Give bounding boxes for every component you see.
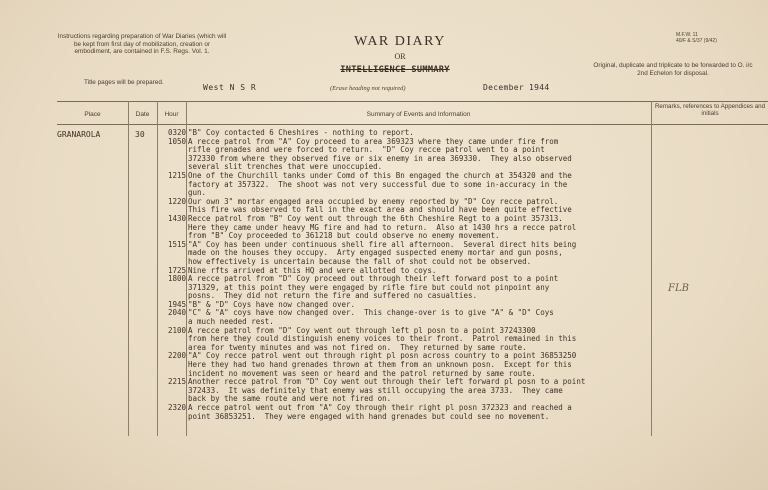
entry-time: 1725 [167,265,186,275]
entry-text: A recce patrol from "A" Coy proceed to area 369323 where they came under fire from rifle grenades and were forced to return. "D" Coy recce patrol went to a point 372330 from where they observed five or six enemy in area 369330. They also observed several slit trenches that were unoccupied. [188,136,572,172]
diary-entry [160,352,655,378]
entry-text: Recce patrol from "B" Coy went out through the 6th Cheshire Regt to a point 357313. Here they came under heavy MG fire and had to return. Also at 1430 hrs a recce patrol from "B" Coy proceeded to 361218 but could observe no enemy movement. [188,213,577,241]
or-word: OR [394,52,406,61]
entry-text: A recce patrol went out from "A" Coy through their right pl posn 372323 and reached a point 36853251. They were engaged with hand grenades but could see no movement. [188,403,572,421]
diary-entry [160,241,655,267]
col-header-place: Place [84,111,101,118]
col-header-hour: Hour [164,111,179,118]
title-pages-note: Title pages will be prepared. [84,79,164,86]
diary-entry [160,404,655,421]
place-cell: GRANAROLA [57,130,101,139]
col-header-date: Date [135,111,150,118]
entry-time: 2215 [167,377,186,387]
entry-time: 1945 [167,299,186,309]
entry-time: 2320 [167,403,186,412]
entry-text: "A" Coy recce patrol went out through right pl posn across country to a point 36853250 Here they had two hand grenades thrown at them from an unknown posn. Except for this incident no movement was seen or heard and the patrol returned by same route. [188,351,577,378]
entry-text: A recce patrol from "D" Coy went out through left pl posn to a point 37243300 from here they could distinguish enemy voices to their front. Patrol remained in this area for twenty minutes and was not fired on. They returned by same route. [188,325,577,352]
handwritten-initials: FLB [668,283,689,294]
diary-entries [160,129,655,421]
entry-text: A recce patrol from "D" Coy proceed out through their left forward post to a point 371329, at this point they were engaged by rifle fire but could not pinpoint any posns. They did not return the fire and suffered no casualties. [188,274,559,301]
entry-text: "A" Coy has been under continuous shell fire all afternoon. Several direct hits being made on the houses they occupy. Arty engaged suspected enemy mortar and gun posns, how effectively is uncertain because the fall of shot could not be observed. [188,239,577,266]
diary-entry [160,198,655,215]
entry-text: Another recce patrol from "D" Coy went out through their left forward pl posn to a point 372433. It was definitely that enemy was still occupying the area 3733. They came back by the same route and were not fired on. [188,377,586,404]
entry-text: Nine rfts arrived at this HQ and were allotted to coys. [188,265,437,275]
erase-heading-note: (Erase heading not required) [330,85,406,92]
diary-entry [160,327,655,353]
diary-entry [160,309,655,326]
entry-text: "C" & "A" coys have now changed over. This change-over is to give "A" & "D" Coys a much needed rest. [188,308,554,327]
col-divider-date [157,101,158,436]
diary-entry [160,275,655,301]
entry-time: 1050 [167,136,186,146]
entry-time: 2200 [167,351,186,361]
table-header-rule [57,124,768,125]
entry-time: 1515 [167,239,186,249]
diary-entry [160,215,655,241]
diary-entry [160,172,655,198]
entry-time: 1430 [167,213,186,223]
col-divider-place [128,101,129,436]
diary-entry [160,138,655,172]
col-header-remarks: Remarks, references to Appendices and initials [654,103,766,118]
entry-time: 1220 [167,196,186,206]
diary-entry [160,378,655,404]
form-code: M.F.W. 11 40/F & S/37 (9/42) [676,32,717,44]
entry-time: 1215 [167,170,186,180]
col-header-summary: Summary of Events and Information [366,111,471,118]
document-title: WAR DIARY [354,34,446,49]
entry-time: 1800 [167,274,186,284]
unit-name: West N S R [203,83,257,92]
instructions-note: Instructions regarding preparation of War Diaries (which will be kept from first day of mobilization, creation or embodiment, are contained in F.S. Regs. Vol. 1. [57,33,227,56]
entry-time: 2040 [167,308,186,318]
entry-text: "B" & "D" Coys have now changed over. [188,299,356,309]
entry-text: Our own 3" mortar engaged area occupied by enemy reported by "D" Coy recce patrol. This fire was observed to fall in the exact area and should have been quite effective [188,196,572,215]
entry-time: 2100 [167,325,186,335]
date-cell: 30 [135,130,145,139]
month-year: December 1944 [483,83,550,92]
copies-note: Original, duplicate and triplicate to be forwarded to O. i/c 2nd Echelon for disposal. [593,62,753,77]
table-top-rule [57,101,768,102]
entry-time: 0320 [167,128,186,137]
entry-text: One of the Churchill tanks under Comd of this Bn engaged the church at 354320 and the factory at 357322. The shoot was not very successful due to some in-accuracy in the gun. [188,170,572,198]
entry-text: "B" Coy contacted 6 Cheshires - nothing to report. [188,128,414,137]
struck-intelligence-summary: INTELLIGENCE SUMMARY [340,65,450,75]
